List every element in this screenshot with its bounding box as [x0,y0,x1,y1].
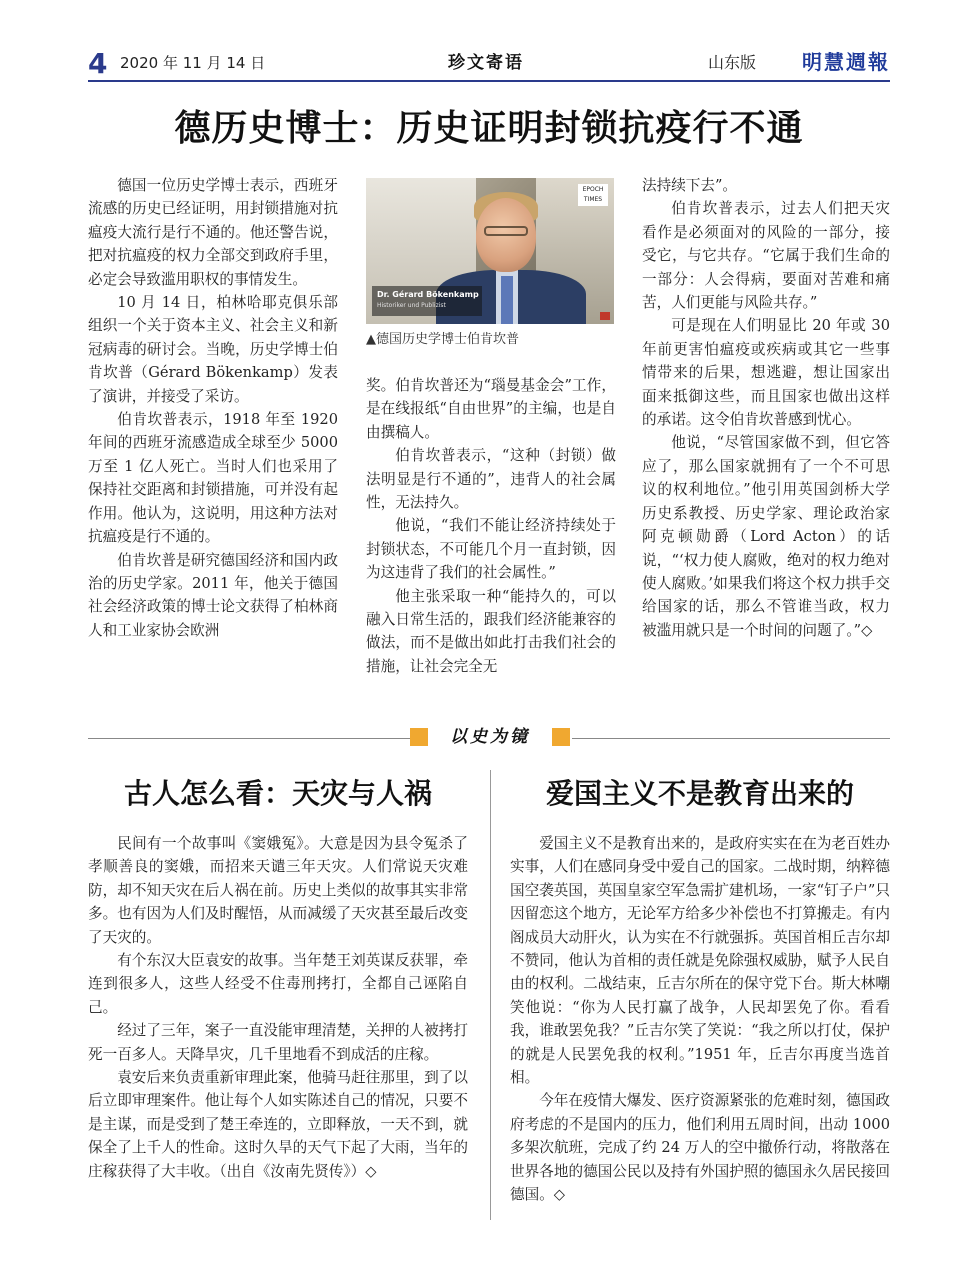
banner-square [410,728,428,746]
page-header [88,48,890,80]
paragraph: 伯肯坎普表示，“这种（封锁）做法明显是行不通的”，违背人的社会属性，无法持久。 [366,447,616,512]
paragraph: 伯肯坎普是研究德国经济和国内政治的历史学家。2011 年，他关于德国社会经济政策的博士论文获得了柏林商人和工业家协会欧洲 [88,551,338,639]
right-article-body [510,832,890,1207]
paragraph: 德国一位历史学博士表示，西班牙流感的历史已经证明，用封锁措施对抗瘟疫大流行是行不通的。他还警告说，把对抗瘟疫的权力全部交到政府手里，必定会导致滥用职权的事情发生。 [88,177,338,288]
section-banner: 以史为镜 [450,727,530,747]
paragraph: 10 月 14 日，柏林哈耶克俱乐部组织一个关于资本主义、社会主义和新冠病毒的研讨会。当晚，历史学博士伯肯坎普（Gérard Bökenkamp）发表了演讲，并接受了采访。 [88,294,338,405]
paragraph: 他说，“尽管国家做不到，但它答应了，那么国家就拥有了一个不可思议的权利地位。”他引用英国剑桥大学历史系教授、历史学家、理论政治家阿克顿勋爵（Lord Acton）的话说，“‘权力使人腐败，绝对的权力绝对使人腐败。’如果我们将这个权力拱手交给国家的话，那么不管谁当政，权力被滥用就只是一个时间的问题了。”◇ [642,434,890,639]
left-article-title: 古人怎么看：天灾与人祸 [123,777,432,810]
paragraph: 伯肯坎普表示，过去人们把天灾看作是必须面对的风险的一部分，接受它，与它共存。“它属于我们生命的一部分：人会得病，要面对苦难和痛苦，人们更能与风险共存。” [642,200,890,312]
paragraph: 有个东汉大臣袁安的故事。当年楚王刘英谋反获罪，牵连到很多人，这些人经受不住毒刑拷打，全都自己诬陷自己。 [88,952,468,1016]
paragraph: 奖。伯肯坎普还为“瑙曼基金会”工作，是在线报纸“自由世界”的主编，也是自由撰稿人。 [366,377,616,441]
banner-square [552,728,570,746]
column-divider [490,770,491,1220]
page-number: 4 [88,47,108,80]
section-name: 珍文寄语 [448,53,524,73]
paragraph: 伯肯坎普表示，1918 年至 1920 年间的西班牙流感造成全球至少 5000 万至 1 亿人死亡。当时人们也采用了保持社交距离和封锁措施，可并没有起作用。他认为，这说明，用这种方法对抗瘟疫是行不通的。 [88,411,338,546]
paragraph: 民间有一个故事叫《窦娥冤》。大意是因为县令冤杀了孝顺善良的窦娥，而招来天谴三年天灾。人们常说天灾难防，却不知天灾在后人祸在前。历史上类似的故事其实非常多。也有因为人们及时醒悟，从而减缓了天灾甚至最后改变了天灾的。 [88,835,468,946]
paragraph: 袁安后来负责重新审理此案，他骑马赶往那里，到了以后立即审理案件。他让每个人如实陈述自己的情况，只要不是主谋，而是受到了楚王牵连的，立即释放，一天不到，就保全了上千人的性命。这时久旱的天气下起了大雨，当年的庄稼获得了大丰收。（出自《汝南先贤传》）◇ [88,1069,468,1180]
photo-nameplate [372,286,482,316]
paragraph: 他主张采取一种“能持久的，可以融入日常生活的，跟我们经济能兼容的做法，而不是做出如此打击我们社会的措施，让社会完全无 [366,587,616,675]
main-article-column-1 [88,174,338,642]
right-article-title: 爱国主义不是教育出来的 [545,777,854,810]
paragraph: 可是现在人们明显比 20 年或 30 年前更害怕瘟疫或疾病或其它一些事情带来的后果，想逃避，想让国家出面来抵御这些，而且国家也做出这样的承诺。这令伯肯坎普感到忧心。 [642,317,890,429]
nameplate-name: Dr. Gérard Bökenkamp [377,290,479,299]
paragraph: 法持续下去”。 [642,177,738,194]
paragraph: 爱国主义不是教育出来的，是政府实实在在为老百姓办实事，人们在感同身受中爱自己的国家。二战时期，纳粹德国空袭英国，英国皇家空军急需扩建机场，一家“钉子户”只因留恋这个地方，无论军方给多少补偿也不打算搬走。有内阁成员大动肝火，认为实在不行就强拆。英国首相丘吉尔却不赞同，他认为首相的责任就是免除强权威胁，赋予人民自由的权利。二战结束，丘吉尔所在的保守党下台。斯大林嘲笑他说：“你为人民打赢了战争，人民却罢免了你。看看我，谁敢罢免我？”丘吉尔笑了笑说：“我之所以打仗，保护的就是人民罢免我的权利。”1951 年，丘吉尔再度当选首相。 [510,835,890,1087]
edition-label: 山东版 [708,53,757,72]
main-article-column-2 [366,374,616,678]
divider-line [88,738,410,739]
nameplate-subtitle: Historiker und Publizist [377,302,446,309]
photo-caption: ▲德国历史学博士伯肯坎普 [366,332,519,347]
issue-date: 2020 年 11 月 14 日 [120,54,266,72]
paragraph: 经过了三年，案子一直没能审理清楚，关押的人被拷打死一百多人。天降旱灾，几千里地看不到成活的庄稼。 [88,1022,468,1063]
left-article-body [88,832,468,1183]
main-headline: 德历史博士：历史证明封锁抗疫行不通 [174,108,804,149]
paragraph: 今年在疫情大爆发、医疗资源紧张的危难时刻，德国政府考虑的不是国内的压力，他们利用五周时间，出动 1000 多架次航班，完成了约 24 万人的空中撤侨行动，将散落在世界各地的德国公民以及持有外国护照的德国永久居民接回德国。◇ [510,1092,890,1204]
main-article-column-3 [642,174,890,642]
article-photo [366,178,614,324]
epoch-times-logo: EPOCH TIMES [578,184,608,206]
divider-line [572,738,890,739]
header-rule [88,80,890,82]
masthead-logo: 明慧週報 [802,50,890,74]
paragraph: 他说，“我们不能让经济持续处于封锁状态，不可能几个月一直封锁，因为这违背了我们的社会属性。” [366,517,616,582]
